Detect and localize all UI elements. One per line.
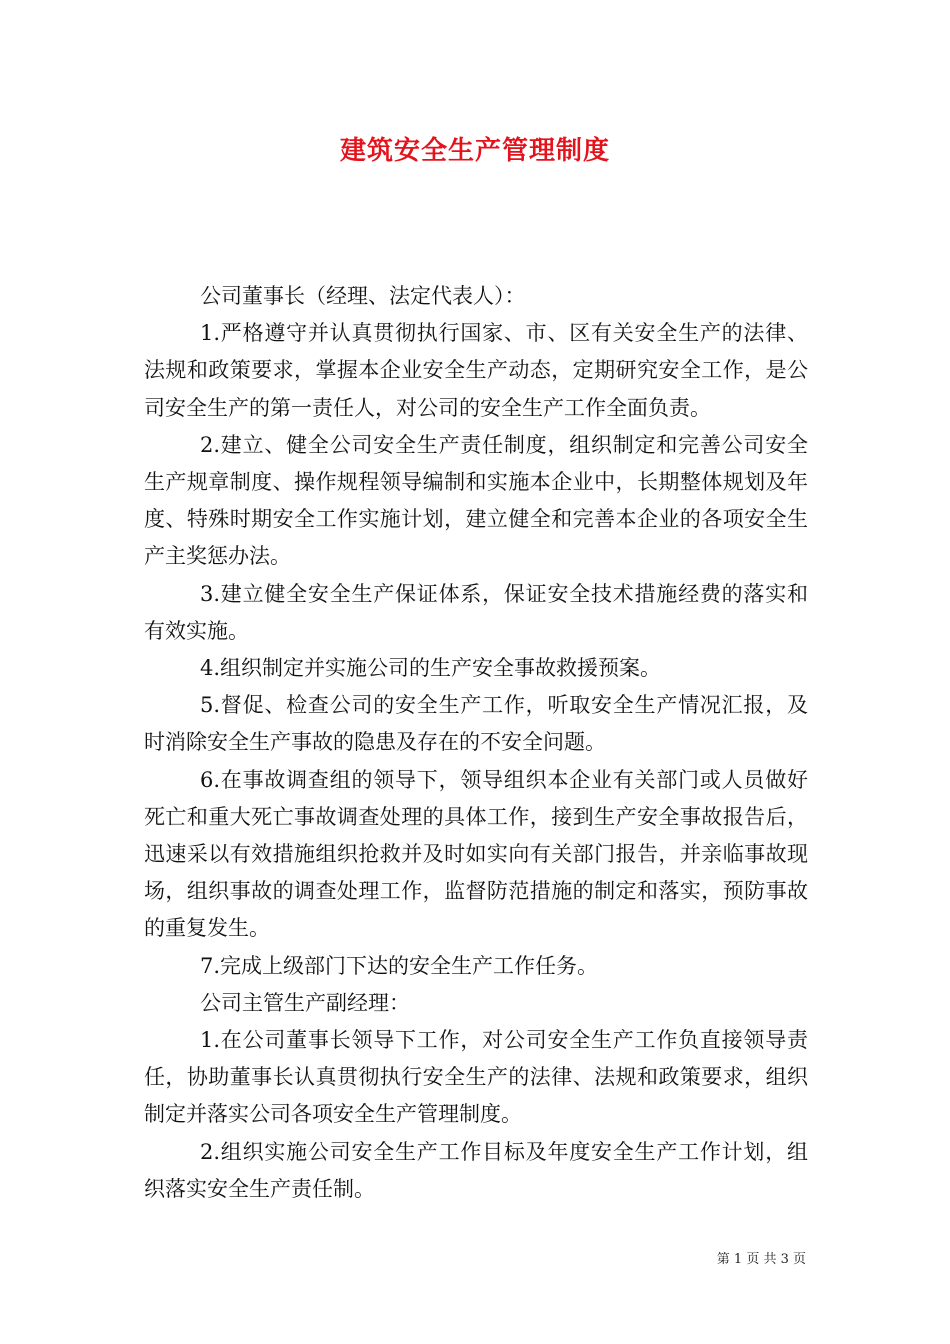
page-number: 第 1 页 共 3 页 [716, 1252, 806, 1267]
paragraph-deputy-heading: 公司主管生产副经理： [200, 990, 410, 1015]
paragraph-item: 4.组织制定并实施公司的生产安全事故救援预案。 [200, 656, 662, 681]
paragraph-item: 3.建立健全安全生产保证体系，保证安全技术措施经费的落实和有效实施。 [144, 581, 808, 643]
paragraph-item: 2.建立、健全公司安全生产责任制度，组织制定和完善公司安全生产规章制度、操作规程领导编制和实施本企业中，长期整体规划及年度、特殊时期安全工作实施计划，建立健全和完善本企业的各项安全生产主奖惩办法。 [144, 432, 808, 569]
document-title: 建筑安全生产管理制度 [339, 136, 610, 166]
paragraph-item: 5.督促、检查公司的安全生产工作，听取安全生产情况汇报，及时消除安全生产事故的隐患及存在的不安全问题。 [144, 693, 808, 755]
paragraph-item: 1.在公司董事长领导下工作，对公司安全生产工作负直接领导责任，协助董事长认真贯彻执行安全生产的法律、法规和政策要求，组织制定并落实公司各项安全生产管理制度。 [144, 1028, 808, 1127]
paragraph-item: 7.完成上级部门下达的安全生产工作任务。 [200, 953, 599, 978]
paragraph-item: 1.严格遵守并认真贯彻执行国家、市、区有关安全生产的法律、法规和政策要求，掌握本企业安全生产动态，定期研究安全工作，是公司安全生产的第一责任人，对公司的安全生产工作全面负责。 [144, 321, 808, 420]
paragraph-item: 2.组织实施公司安全生产工作目标及年度安全生产工作计划，组织落实安全生产责任制。 [144, 1139, 808, 1201]
document-body [144, 278, 808, 1208]
paragraph-item: 6.在事故调查组的领导下，领导组织本企业有关部门或人员做好死亡和重大死亡事故调查处理的具体工作，接到生产安全事故报告后，迅速采以有效措施组织抢救并及时如实向有关部门报告，并亲临事故现场，组织事故的调查处理工作，监督防范措施的制定和落实，预防事故的重复发生。 [144, 767, 808, 941]
paragraph-chairman-heading: 公司董事长（经理、法定代表人）： [200, 284, 526, 308]
